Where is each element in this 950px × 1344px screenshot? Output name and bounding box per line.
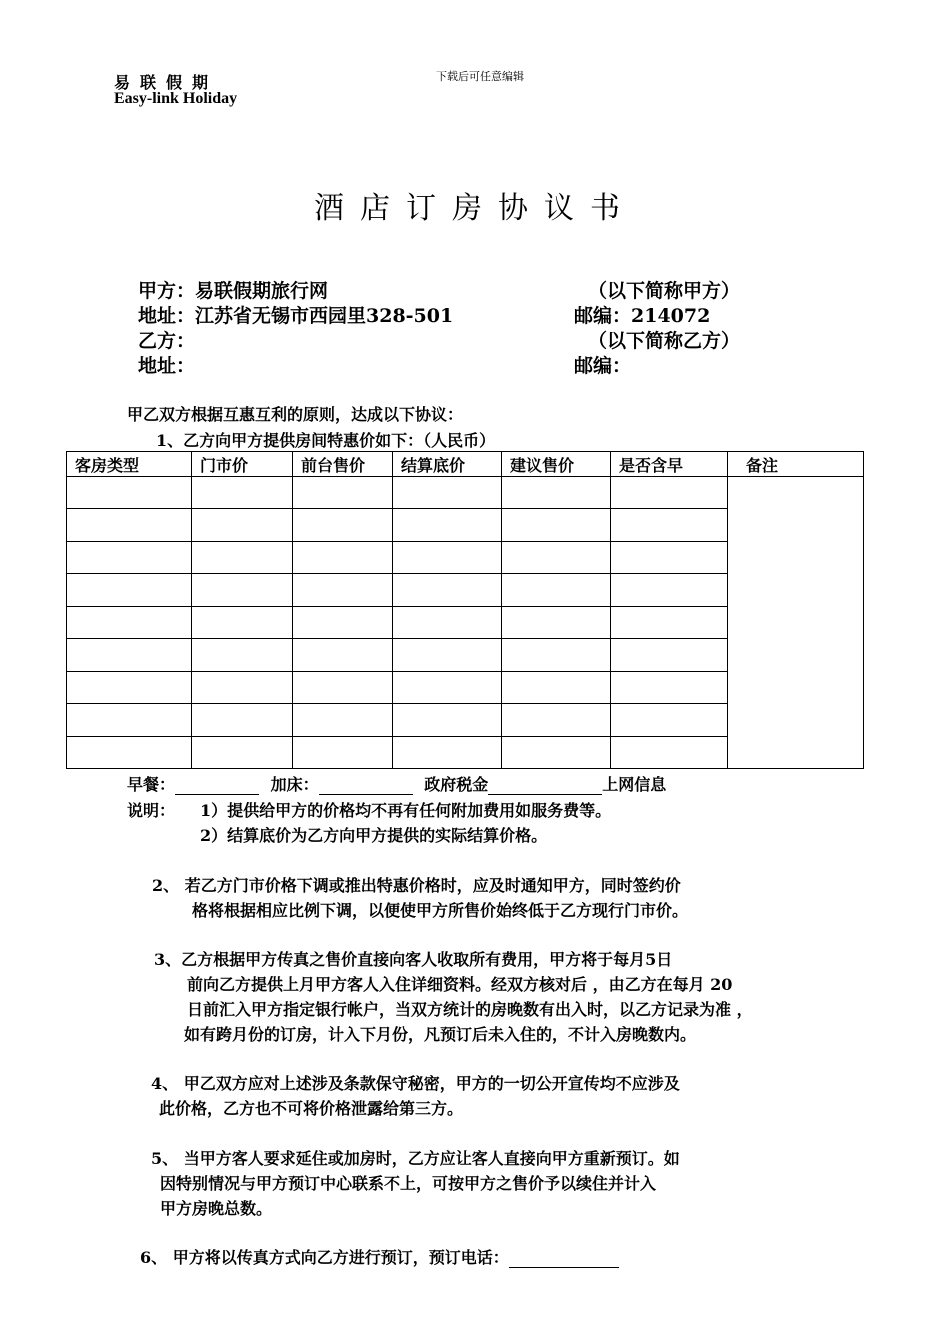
tax-label: 政府税金 (424, 775, 489, 794)
header-suggested-price: 建议售价 (502, 452, 611, 477)
header-room-type: 客房类型 (67, 452, 192, 477)
extra-bed-label: 加床： (270, 775, 319, 794)
party-a-short: （以下简称甲方） (588, 280, 741, 302)
table-cell[interactable] (293, 509, 393, 541)
clause-5-line-3: 甲方房晚总数。 (160, 1199, 273, 1218)
table-cell[interactable] (67, 671, 192, 703)
header-front-desk-price: 前台售价 (293, 452, 393, 477)
table-cell[interactable] (393, 704, 502, 736)
extras-line (127, 772, 666, 795)
table-cell[interactable] (192, 541, 293, 573)
party-b: 乙方： (138, 330, 196, 352)
table-cell[interactable] (611, 606, 728, 638)
clause-6-line (140, 1245, 619, 1268)
table-cell[interactable] (293, 639, 393, 671)
table-cell[interactable] (393, 639, 502, 671)
table-cell[interactable] (393, 736, 502, 769)
table-row (67, 477, 864, 509)
party-a: 甲方：易联假期旅行网 (138, 280, 329, 302)
table-cell[interactable] (393, 671, 502, 703)
clause-5-line-1: 5、 当甲方客人要求延住或加房时，乙方应让客人直接向甲方重新预订。如 (151, 1149, 680, 1168)
table-cell[interactable] (611, 704, 728, 736)
brand-name-en: Easy-link Holiday (114, 90, 238, 107)
table-cell[interactable] (192, 639, 293, 671)
table-cell[interactable] (293, 704, 393, 736)
table-cell[interactable] (502, 606, 611, 638)
table-cell[interactable] (393, 541, 502, 573)
remarks-cell[interactable] (728, 477, 864, 769)
intro-text: 甲乙双方根据互惠互利的原则，达成以下协议： (127, 405, 464, 424)
note-2: 2）结算底价为乙方向甲方提供的实际结算价格。 (200, 826, 548, 845)
clause-3-line-2: 前向乙方提供上月甲方客人入住详细资料。经双方核对后 ，由乙方在每月 20 (187, 975, 733, 994)
table-cell[interactable] (293, 671, 393, 703)
table-cell[interactable] (611, 671, 728, 703)
table-cell[interactable] (192, 671, 293, 703)
table-cell[interactable] (293, 541, 393, 573)
table-cell[interactable] (393, 509, 502, 541)
table-cell[interactable] (192, 574, 293, 606)
table-cell[interactable] (393, 574, 502, 606)
table-cell[interactable] (67, 509, 192, 541)
notes-label: 说明： (127, 801, 176, 820)
document-title: 酒店订房协议书 (314, 191, 636, 226)
brand-name-cn: 易联假期 (114, 73, 219, 92)
table-cell[interactable] (393, 477, 502, 509)
table-cell[interactable] (502, 736, 611, 769)
clause-5-line-2: 因特别情况与甲方预订中心联系不上，可按甲方之售价予以续住并计入 (160, 1174, 657, 1193)
address-b: 地址： (138, 355, 196, 377)
clause-4-line-1: 4、 甲乙双方应对上述涉及条款保守秘密，甲方的一切公开宣传均不应涉及 (151, 1074, 680, 1093)
table-cell[interactable] (502, 704, 611, 736)
note-1: 1）提供给甲方的价格均不再有任何附加费用如服务费等。 (200, 801, 612, 820)
clause-3-line-1: 3、乙方根据甲方传真之售价直接向客人收取所有费用，甲方将于每月5日 (154, 950, 673, 969)
table-cell[interactable] (611, 541, 728, 573)
clause-3-line-3: 日前汇入甲方指定银行帐户，当双方统计的房晚数有出入时，以乙方记录为准 ， (187, 1000, 753, 1019)
table-cell[interactable] (502, 574, 611, 606)
tax-blank[interactable] (488, 776, 602, 795)
table-cell[interactable] (611, 736, 728, 769)
clause-2-line-1: 2、 若乙方门市价格下调或推出特惠价格时，应及时通知甲方，同时签约价 (152, 876, 681, 895)
header-breakfast-included: 是否含早 (611, 452, 728, 477)
table-cell[interactable] (67, 736, 192, 769)
table-cell[interactable] (502, 671, 611, 703)
table-cell[interactable] (293, 574, 393, 606)
extra-bed-blank[interactable] (319, 776, 413, 795)
clause-4-line-2: 此价格，乙方也不可将价格泄露给第三方。 (159, 1099, 464, 1118)
table-cell[interactable] (611, 509, 728, 541)
postcode-a: 邮编：214072 (574, 305, 711, 327)
internet-label: 上网信息 (602, 775, 667, 794)
postcode-b: 邮编： (574, 355, 632, 377)
table-cell[interactable] (67, 477, 192, 509)
table-cell[interactable] (192, 736, 293, 769)
party-b-short: （以下简称乙方） (588, 330, 741, 352)
table-cell[interactable] (502, 639, 611, 671)
table-cell[interactable] (393, 606, 502, 638)
breakfast-label: 早餐： (127, 775, 176, 794)
clause-6-text: 6、 甲方将以传真方式向乙方进行预订，预订电话： (140, 1248, 509, 1267)
table-cell[interactable] (192, 477, 293, 509)
table-cell[interactable] (502, 541, 611, 573)
table-cell[interactable] (67, 704, 192, 736)
table-cell[interactable] (293, 736, 393, 769)
table-cell[interactable] (67, 574, 192, 606)
header-settlement-price: 结算底价 (393, 452, 502, 477)
table-header-row (67, 452, 864, 477)
table-cell[interactable] (611, 639, 728, 671)
table-cell[interactable] (293, 477, 393, 509)
table-cell[interactable] (192, 509, 293, 541)
clause-1-heading: 1、乙方向甲方提供房间特惠价如下：（人民币） (156, 431, 496, 450)
clause-2-line-2: 格将根据相应比例下调，以便使甲方所售价始终低于乙方现行门市价。 (192, 901, 689, 920)
table-cell[interactable] (611, 574, 728, 606)
table-cell[interactable] (67, 639, 192, 671)
table-cell[interactable] (67, 606, 192, 638)
table-cell[interactable] (293, 606, 393, 638)
editable-note: 下载后可任意编辑 (436, 70, 524, 83)
table-cell[interactable] (192, 704, 293, 736)
table-cell[interactable] (611, 477, 728, 509)
room-rate-table (66, 451, 864, 769)
table-cell[interactable] (502, 509, 611, 541)
breakfast-blank[interactable] (175, 776, 259, 795)
table-cell[interactable] (192, 606, 293, 638)
header-rack-rate: 门市价 (192, 452, 293, 477)
header-remarks: 备注 (728, 452, 864, 477)
table-cell[interactable] (67, 541, 192, 573)
clause-3-line-4: 如有跨月份的订房，计入下月份，凡预订后未入住的，不计入房晚数内。 (184, 1025, 697, 1044)
booking-phone-blank[interactable] (509, 1249, 619, 1268)
address-a: 地址：江苏省无锡市西园里328-501 (138, 305, 454, 327)
table-cell[interactable] (502, 477, 611, 509)
